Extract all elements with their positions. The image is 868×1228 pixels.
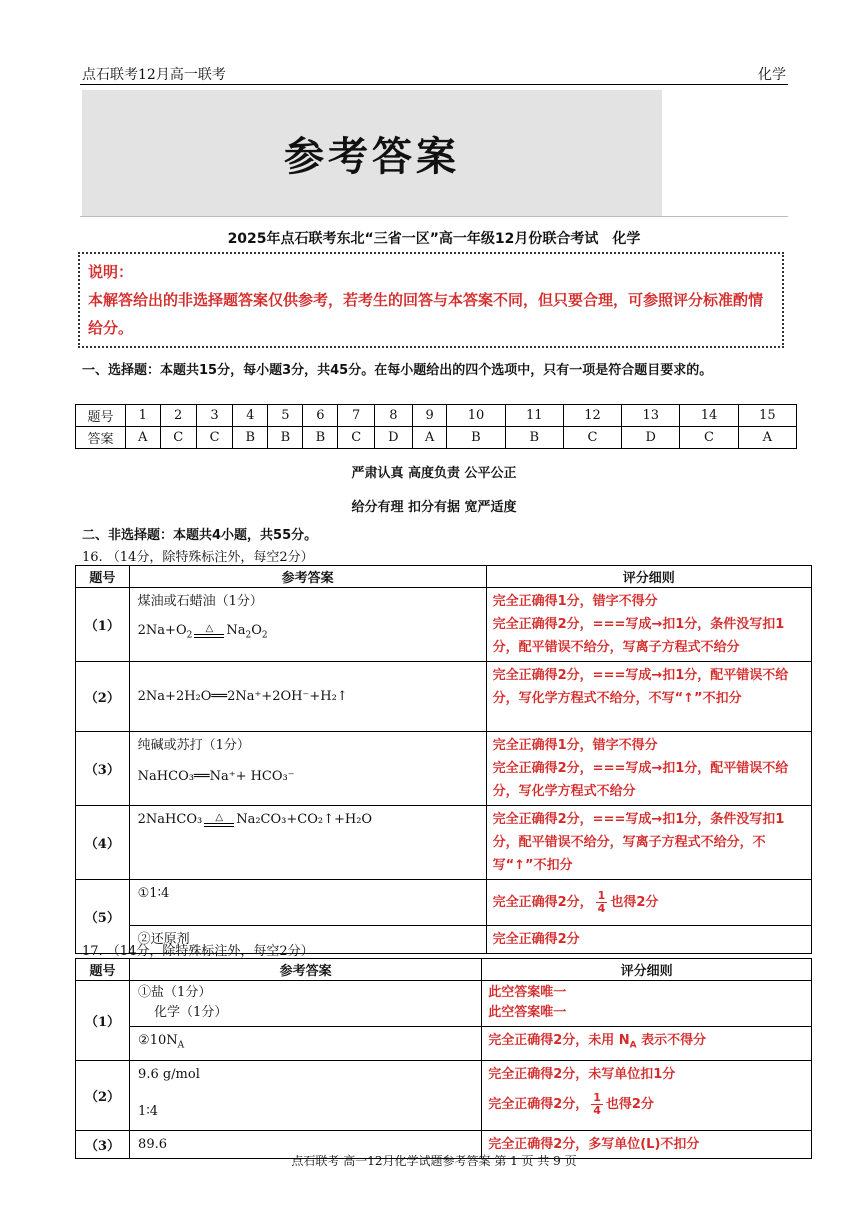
answer-text: 纯碱或苏打（1分）	[137, 738, 250, 753]
section-one-heading: 一、选择题：本题共15分，每小题3分，共45分。在每小题给出的四个选项中，只有一项是符合题目要求的。	[82, 363, 713, 378]
table-row	[76, 732, 812, 806]
heat-symbol: △	[215, 811, 224, 823]
mc-number: 7	[338, 405, 374, 427]
mc-number: 2	[160, 405, 196, 427]
header-rule	[80, 84, 788, 85]
answer-text: 9.6 g/mol	[138, 1066, 200, 1082]
grading-rule: 完全正确得2分，===写成→扣1分，条件没写扣1分，配平错误不给分，写离子方程式不给分，不写“↑”不扣分	[486, 806, 811, 880]
banner-rule	[80, 216, 788, 217]
reference-answer	[130, 1060, 482, 1130]
mc-number: 5	[268, 405, 303, 427]
answer-text: 化学（1分）	[154, 1005, 228, 1020]
grading-rule: 完全正确得2分，未用 $N_A$ 表示不得分	[482, 1027, 812, 1061]
mc-answer-row	[76, 427, 797, 449]
mc-answer: C	[160, 427, 196, 449]
equals-sign-icon	[194, 634, 224, 638]
mc-answer: A	[126, 427, 161, 449]
mc-answer: A	[412, 427, 447, 449]
table-row	[76, 981, 812, 1027]
heat-symbol: △	[205, 622, 214, 634]
grading-rule: 完全正确得2分，===写成→扣1分，配平错误不给分，写化学方程式不给分，不写“↑”不扣分	[486, 662, 811, 732]
grading-motto-1: 严肃认真 高度负责 公平公正	[351, 466, 517, 481]
reference-answer	[129, 732, 486, 806]
header-exam-name: 点石联考12月高一联考	[82, 67, 226, 83]
answer-text: 煤油或石蜡油（1分）	[137, 594, 263, 609]
grading-rule	[482, 981, 812, 1027]
equation: 2Na+2H₂O══2Na⁺+2OH⁻+H₂↑	[137, 689, 348, 704]
fraction: $\frac{1}{4}$	[593, 1090, 601, 1117]
table-row	[76, 806, 812, 880]
mc-answer: B	[447, 427, 505, 449]
row-number: （5）	[76, 880, 130, 954]
mc-answer: C	[680, 427, 738, 449]
mc-answer: C	[338, 427, 374, 449]
table-row	[76, 588, 812, 662]
reference-answer	[130, 981, 482, 1027]
grading-text: 完全正确得1分，错字不得分	[492, 594, 658, 609]
table-row	[76, 1027, 812, 1061]
grading-rule: 完全正确得2分， $\frac{1}{4}$ 也得2分	[486, 880, 811, 926]
section-two-heading: 二、非选择题：本题共4小题，共55分。	[82, 528, 318, 543]
row-number: （2）	[76, 662, 130, 732]
row-number: （3）	[76, 732, 130, 806]
question-16-table	[75, 565, 812, 954]
mc-number: 8	[374, 405, 412, 427]
mc-number: 10	[447, 405, 505, 427]
mc-answer: B	[505, 427, 563, 449]
mc-number: 13	[622, 405, 680, 427]
mc-answer: B	[268, 427, 303, 449]
answer-text: ①1∶4	[137, 886, 170, 901]
mc-answer: C	[196, 427, 232, 449]
grading-text: 完全正确得2分，===写成→扣1分，配平错误不给分，写化学方程式不给分	[492, 761, 789, 799]
grading-rule	[482, 1060, 812, 1130]
answer-text: 89.6	[138, 1136, 167, 1152]
grading-text: 完全正确得2分，未写单位扣1分	[488, 1066, 676, 1082]
table-row	[76, 1060, 812, 1130]
mc-answer-label: 答案	[76, 427, 126, 449]
mc-number: 3	[196, 405, 232, 427]
equation: $2Na+O_2$ △ $Na_2O_2$	[137, 622, 268, 641]
mc-number: 12	[563, 405, 621, 427]
table-row	[76, 662, 812, 732]
reaction-condition	[194, 624, 224, 638]
grading-rule: 完全正确得2分，多写单位(L)不扣分	[482, 1130, 812, 1158]
reference-answer	[130, 1027, 482, 1061]
answer-key-banner: 参考答案	[82, 90, 662, 216]
mc-number: 6	[303, 405, 338, 427]
col-grading-header: 评分细则	[486, 566, 811, 588]
mc-answer: C	[563, 427, 621, 449]
mc-number: 15	[738, 405, 796, 427]
grading-text: 此空答案唯一	[488, 985, 567, 1000]
equals-sign-icon	[204, 823, 234, 827]
question-17-title: 17. （14分，除特殊标注外，每空2分）	[82, 944, 314, 959]
mc-number-label: 题号	[76, 405, 126, 427]
mc-number: 4	[233, 405, 268, 427]
fraction: $\frac{1}{4}$	[597, 889, 606, 915]
grading-text: 完全正确得2分，===写成→扣1分，条件没写扣1分，配平错误不给分，写离子方程式不给分	[492, 617, 785, 655]
note-body: 本解答给出的非选择题答案仅供参考，若考生的回答与本答案不同，但只要合理，可参照评分标准酌情给分。	[88, 291, 764, 337]
col-answer-header: 参考答案	[130, 959, 482, 981]
mc-number: 1	[126, 405, 161, 427]
mc-answer: D	[622, 427, 680, 449]
answer-text: 1∶4	[138, 1103, 158, 1119]
reference-answer	[129, 806, 486, 880]
mc-number-row	[76, 405, 797, 427]
question-16-title: 16. （14分，除特殊标注外，每空2分）	[82, 550, 314, 565]
row-number: （1）	[76, 981, 130, 1061]
answer-text: ②还原剂	[137, 932, 190, 947]
grading-rule: 完全正确得2分	[486, 926, 811, 954]
col-number-header: 题号	[76, 959, 130, 981]
multiple-choice-table	[75, 404, 797, 449]
row-number: （3）	[76, 1130, 130, 1158]
table-header-row	[76, 959, 812, 981]
grading-text: 完全正确得2分， $\frac{1}{4}$ 也得2分	[488, 1090, 654, 1117]
mc-answer: A	[738, 427, 796, 449]
mc-number: 11	[505, 405, 563, 427]
mc-number: 14	[680, 405, 738, 427]
note-title: 说明：	[88, 263, 134, 281]
row-number: （4）	[76, 806, 130, 880]
grading-motto-2: 给分有理 扣分有据 宽严适度	[351, 500, 517, 515]
equation: 2NaHCO₃ △ Na₂CO₃+CO₂↑+H₂O	[137, 811, 373, 827]
header-subject: 化学	[758, 67, 786, 83]
instruction-note	[78, 252, 784, 348]
question-17-table	[75, 958, 812, 1159]
mc-answer: B	[233, 427, 268, 449]
row-number: （2）	[76, 1060, 130, 1130]
grading-text: 此空答案唯一	[488, 1005, 567, 1020]
mc-answer: B	[303, 427, 338, 449]
exam-title: 2025年点石联考东北“三省一区”高一年级12月份联合考试 化学	[227, 231, 641, 247]
reference-answer	[129, 880, 486, 926]
table-header-row	[76, 566, 812, 588]
grading-text: 完全正确得1分，错字不得分	[492, 738, 658, 753]
equation: NaHCO₃══Na⁺+ HCO₃⁻	[137, 769, 295, 784]
answer-text: ①盐（1分）	[138, 985, 212, 1000]
col-number-header: 题号	[76, 566, 130, 588]
col-grading-header: 评分细则	[482, 959, 812, 981]
grading-rule	[486, 588, 811, 662]
row-number: （1）	[76, 588, 130, 662]
col-answer-header: 参考答案	[129, 566, 486, 588]
mc-answer: D	[374, 427, 412, 449]
reference-answer	[129, 588, 486, 662]
reference-answer	[129, 662, 486, 732]
reaction-condition	[204, 813, 234, 827]
page-footer: 点石联考 高一12月化学试题参考答案 第 1 页 共 9 页	[291, 1154, 577, 1168]
mc-number: 9	[412, 405, 447, 427]
answer-text: $②10N_A$	[138, 1033, 185, 1051]
table-row	[76, 880, 812, 926]
grading-rule	[486, 732, 811, 806]
